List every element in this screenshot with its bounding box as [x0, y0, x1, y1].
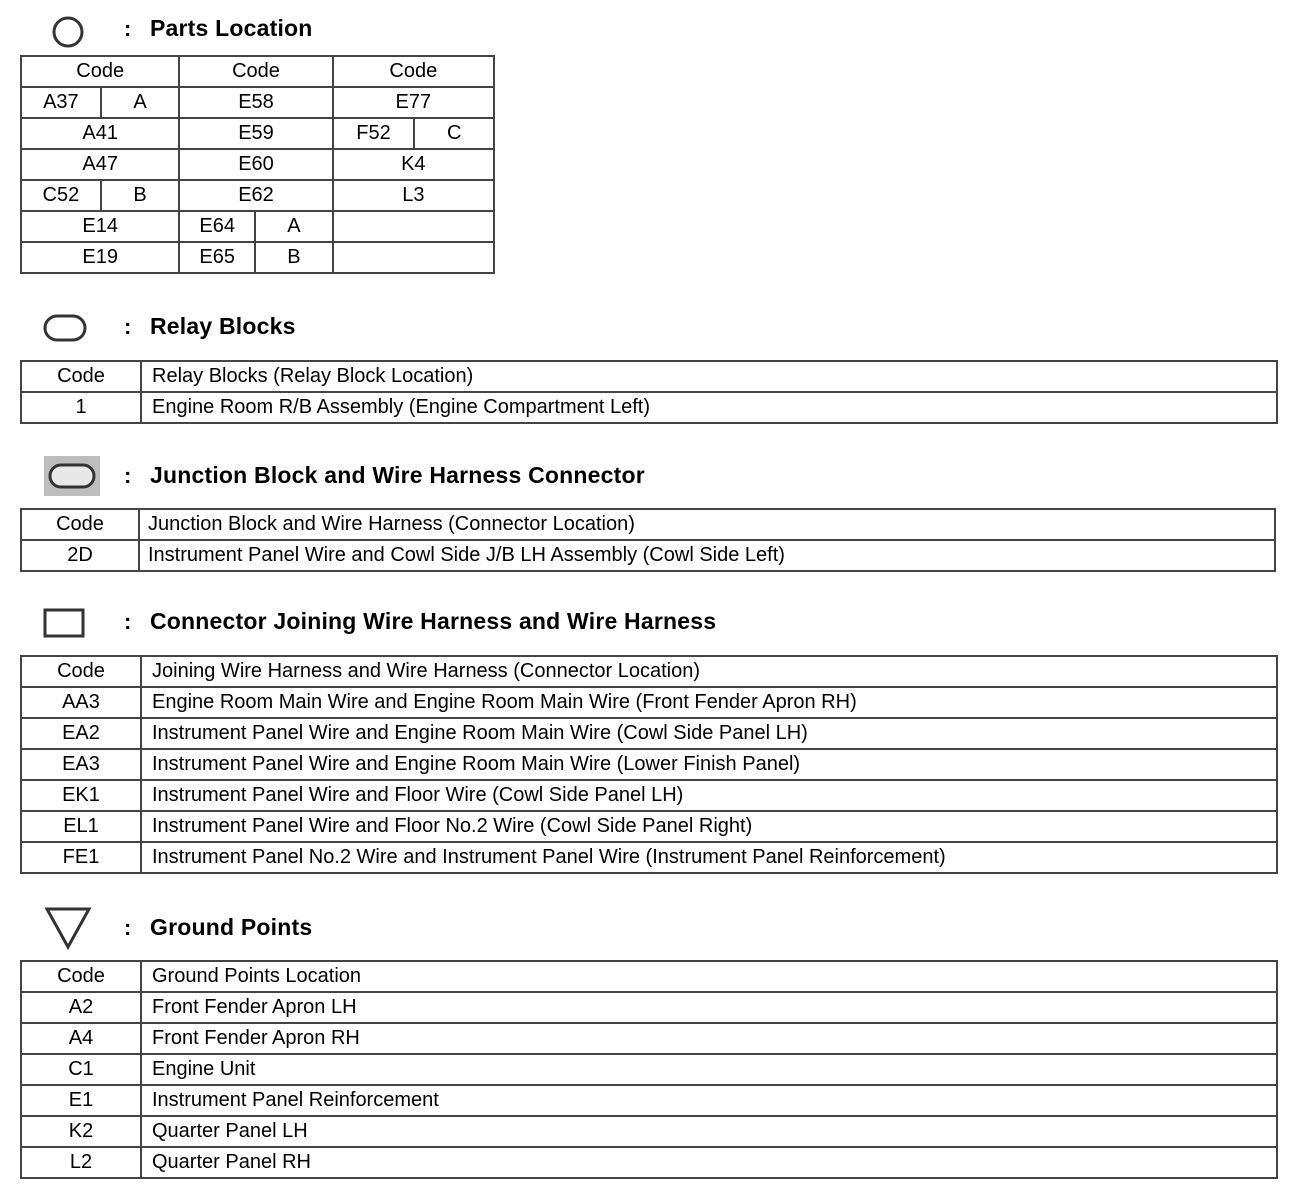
code-cell [333, 211, 494, 242]
code-cell: L2 [21, 1147, 141, 1178]
square-symbol-icon [43, 607, 87, 641]
table-header-row [21, 56, 494, 87]
ground-points-colon: : [124, 915, 132, 940]
ground-points-title: Ground Points [150, 914, 313, 940]
code-cell: EA2 [21, 718, 141, 749]
desc-cell: Instrument Panel Wire and Engine Room Main Wire (Cowl Side Panel LH) [141, 718, 1277, 749]
table-row [21, 392, 1277, 423]
relay-blocks-colon: : [124, 314, 132, 339]
code-cell: E60 [179, 149, 332, 180]
parts-location-title: Parts Location [150, 15, 313, 41]
header-code-cell: Code [21, 961, 141, 992]
header-desc-cell: Junction Block and Wire Harness (Connector Location) [139, 509, 1275, 540]
table-row [21, 842, 1277, 873]
relay-blocks-heading [0, 308, 1312, 348]
table-row [21, 180, 494, 211]
table-row [21, 118, 494, 149]
desc-cell: Front Fender Apron RH [141, 1023, 1277, 1054]
table-row [21, 540, 1275, 571]
code-cell: A2 [21, 992, 141, 1023]
sub-cell: A [101, 87, 180, 118]
junction-block-title: Junction Block and Wire Harness Connector [150, 462, 645, 488]
code-cell: EL1 [21, 811, 141, 842]
code-cell [333, 242, 494, 273]
code-cell: E1 [21, 1085, 141, 1116]
table-row [21, 1023, 1277, 1054]
code-cell: 2D [21, 540, 139, 571]
code-cell: L3 [333, 180, 494, 211]
code-cell: A4 [21, 1023, 141, 1054]
desc-cell: Instrument Panel Reinforcement [141, 1085, 1277, 1116]
table-row [21, 749, 1277, 780]
table-row [21, 242, 494, 273]
table-row [21, 1147, 1277, 1178]
desc-cell: Engine Unit [141, 1054, 1277, 1085]
header-code-cell: Code [21, 361, 141, 392]
header-desc-cell: Joining Wire Harness and Wire Harness (Connector Location) [141, 656, 1277, 687]
desc-cell: Instrument Panel Wire and Cowl Side J/B LH Assembly (Cowl Side Left) [139, 540, 1275, 571]
table-row [21, 718, 1277, 749]
junction-block-symbol-icon [43, 455, 101, 497]
relay-blocks-table [20, 360, 1278, 424]
rounded-rect-symbol-icon [42, 312, 88, 344]
table-row [21, 1054, 1277, 1085]
sub-cell: B [101, 180, 180, 211]
code-cell: 1 [21, 392, 141, 423]
header-code-cell: Code [21, 656, 141, 687]
circle-symbol-icon [50, 14, 86, 50]
joining-connector-title: Connector Joining Wire Harness and Wire Harness [150, 608, 717, 634]
joining-connector-heading [0, 603, 1312, 643]
desc-cell: Front Fender Apron LH [141, 992, 1277, 1023]
triangle-ground-symbol-icon [44, 905, 94, 951]
parts-location-table [20, 55, 495, 274]
table-row [21, 811, 1277, 842]
desc-cell: Engine Room R/B Assembly (Engine Compartment Left) [141, 392, 1277, 423]
table-row [21, 687, 1277, 718]
desc-cell: Instrument Panel Wire and Engine Room Main Wire (Lower Finish Panel) [141, 749, 1277, 780]
code-cell: E77 [333, 87, 494, 118]
code-cell: A37 [21, 87, 101, 118]
joining-connector-table [20, 655, 1278, 874]
header-cell: Code [21, 56, 179, 87]
table-row [21, 1085, 1277, 1116]
code-cell: E58 [179, 87, 332, 118]
parts-location-colon: : [124, 16, 132, 41]
code-cell: K4 [333, 149, 494, 180]
code-cell: AA3 [21, 687, 141, 718]
header-desc-cell: Ground Points Location [141, 961, 1277, 992]
header-cell: Code [179, 56, 332, 87]
sub-cell: A [255, 211, 333, 242]
header-cell: Code [333, 56, 494, 87]
desc-cell: Instrument Panel No.2 Wire and Instrument Panel Wire (Instrument Panel Reinforcement) [141, 842, 1277, 873]
junction-block-table [20, 508, 1276, 572]
code-cell: E62 [179, 180, 332, 211]
code-cell: A47 [21, 149, 179, 180]
desc-cell: Instrument Panel Wire and Floor Wire (Cowl Side Panel LH) [141, 780, 1277, 811]
desc-cell: Engine Room Main Wire and Engine Room Main Wire (Front Fender Apron RH) [141, 687, 1277, 718]
table-header-row [21, 509, 1275, 540]
sub-cell: B [255, 242, 333, 273]
table-row [21, 211, 494, 242]
code-cell: E64 [179, 211, 255, 242]
table-header-row [21, 961, 1277, 992]
junction-block-heading [0, 455, 1312, 495]
code-cell: A41 [21, 118, 179, 149]
code-cell: C52 [21, 180, 101, 211]
sub-cell: C [414, 118, 494, 149]
table-header-row [21, 361, 1277, 392]
code-cell: K2 [21, 1116, 141, 1147]
table-row [21, 992, 1277, 1023]
junction-block-colon: : [124, 463, 132, 488]
code-cell: E14 [21, 211, 179, 242]
header-code-cell: Code [21, 509, 139, 540]
header-desc-cell: Relay Blocks (Relay Block Location) [141, 361, 1277, 392]
parts-location-heading [0, 10, 1312, 50]
code-cell: C1 [21, 1054, 141, 1085]
table-row [21, 87, 494, 118]
code-cell: E59 [179, 118, 332, 149]
ground-points-table [20, 960, 1278, 1179]
table-header-row [21, 656, 1277, 687]
table-row [21, 149, 494, 180]
desc-cell: Quarter Panel LH [141, 1116, 1277, 1147]
code-cell: EA3 [21, 749, 141, 780]
desc-cell: Quarter Panel RH [141, 1147, 1277, 1178]
desc-cell: Instrument Panel Wire and Floor No.2 Wire (Cowl Side Panel Right) [141, 811, 1277, 842]
table-row [21, 780, 1277, 811]
code-cell: FE1 [21, 842, 141, 873]
code-cell: EK1 [21, 780, 141, 811]
code-cell: F52 [333, 118, 415, 149]
joining-connector-colon: : [124, 609, 132, 634]
table-row [21, 1116, 1277, 1147]
code-cell: E19 [21, 242, 179, 273]
ground-points-heading [0, 905, 1312, 945]
code-cell: E65 [179, 242, 255, 273]
relay-blocks-title: Relay Blocks [150, 313, 296, 339]
